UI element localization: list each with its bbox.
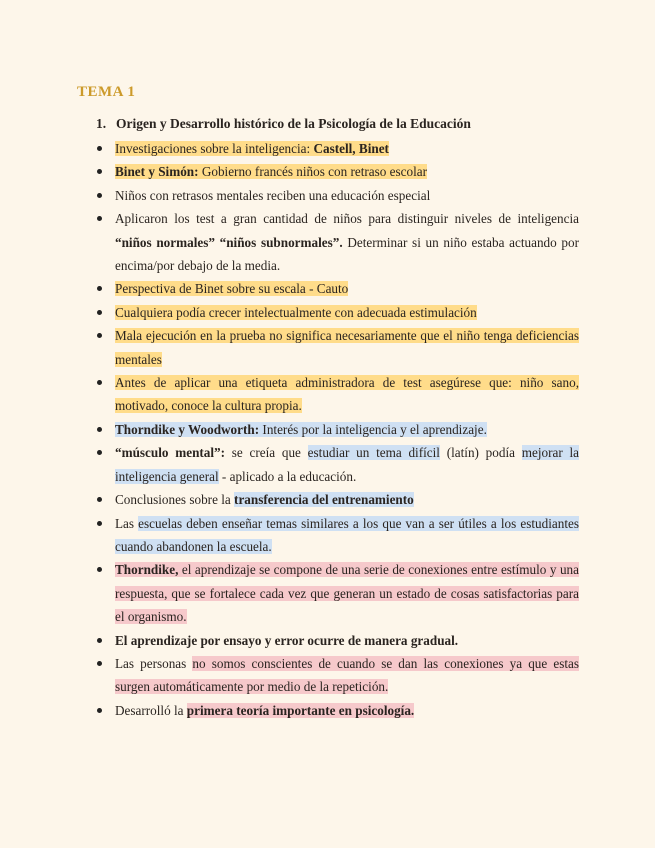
list-item-text: se creía que bbox=[225, 445, 308, 461]
list-item-text: Niños con retrasos mentales reciben una educación especial bbox=[115, 187, 431, 203]
list-item-text: Perspectiva de Binet sobre su escala - Cauto bbox=[115, 281, 349, 297]
list-item-text: “músculo mental”: bbox=[115, 445, 226, 461]
list-item-text: Investigaciones sobre la inteligencia: bbox=[115, 141, 314, 156]
list-item-text: Mala ejecución en la prueba no significa necesariamente que el niño tenga deficiencias mentales bbox=[115, 328, 579, 367]
list-item-text: - aplicado a la educación. bbox=[218, 468, 357, 484]
list-item-text: Las personas bbox=[115, 655, 193, 671]
list-item bbox=[0, 277, 579, 300]
list-item-text: Conclusiones sobre la bbox=[115, 492, 235, 508]
list-item-text: estudiar un tema difícil bbox=[307, 445, 440, 461]
list-item-text: Thorndike, bbox=[115, 562, 179, 578]
list-item-text: no somos conscientes de cuando se dan las conexiones ya que estas surgen automáticamente por medio de la repetición. bbox=[115, 655, 579, 695]
list-item-text: Thorndike y Woodworth: bbox=[115, 421, 260, 437]
list-item bbox=[0, 371, 579, 418]
list-item-text: Gobierno francés niños con retraso escolar bbox=[198, 164, 428, 180]
section-heading-text: Origen y Desarrollo histórico de la Psicología de la Educación bbox=[116, 116, 471, 131]
list-item bbox=[0, 512, 579, 559]
page-title: TEMA 1 bbox=[77, 84, 136, 100]
list-item-text: (latín) podía bbox=[439, 445, 522, 461]
list-item-text: Binet y Simón: bbox=[115, 164, 199, 180]
list-item bbox=[0, 160, 579, 183]
list-item bbox=[0, 324, 579, 371]
bullet-list bbox=[0, 137, 655, 722]
list-item bbox=[0, 137, 579, 160]
list-item bbox=[0, 699, 579, 722]
list-item-text: Desarrolló la bbox=[115, 702, 187, 718]
list-item bbox=[0, 301, 579, 324]
list-item-text: Determinar si un niño estaba actuando por encima/por debajo de la media. bbox=[115, 234, 580, 274]
list-item bbox=[0, 558, 579, 628]
list-item-text: Las bbox=[115, 515, 139, 531]
list-item bbox=[0, 184, 579, 207]
list-item bbox=[0, 488, 579, 511]
list-item-text: mejorar la inteligencia general bbox=[115, 445, 579, 484]
list-item-text: escuelas deben enseñar temas similares a los que van a ser útiles a los estudiantes cuando abandonen la escuela. bbox=[115, 515, 579, 554]
section-number: 1. bbox=[96, 116, 107, 131]
section-heading bbox=[96, 116, 596, 132]
list-item-text: el aprendizaje se compone de una serie de conexiones entre estímulo y una respuesta, que se fortalece cada vez que generan un estado de cosas satisfactorias para el organismo. bbox=[115, 562, 579, 625]
list-item-text: El aprendizaje por ensayo y error ocurre de manera gradual. bbox=[115, 632, 459, 648]
list-item-text: Antes de aplicar una etiqueta administradora de test asegúrese que: niño sano, motivado, conoce la cultura propia. bbox=[115, 375, 579, 414]
list-item-text: Aplicaron los test a gran cantidad de niños para distinguir niveles de inteligencia bbox=[115, 211, 579, 227]
list-item bbox=[0, 652, 579, 699]
list-item bbox=[0, 418, 579, 441]
list-item-text: primera teoría importante en psicología. bbox=[186, 702, 415, 718]
list-item bbox=[0, 441, 579, 488]
list-item bbox=[0, 207, 579, 277]
list-item-text: Interés por la inteligencia y el aprendizaje. bbox=[259, 421, 487, 437]
list-item-text: Cualquiera podía crecer intelectualmente con adecuada estimulación bbox=[115, 304, 477, 320]
list-item-text: transferencia del entrenamiento bbox=[234, 492, 414, 508]
list-item-text: Castell, Binet bbox=[313, 141, 389, 156]
list-item-text: “niños normales” “niños subnormales”. bbox=[115, 234, 343, 250]
list-item bbox=[0, 629, 579, 652]
